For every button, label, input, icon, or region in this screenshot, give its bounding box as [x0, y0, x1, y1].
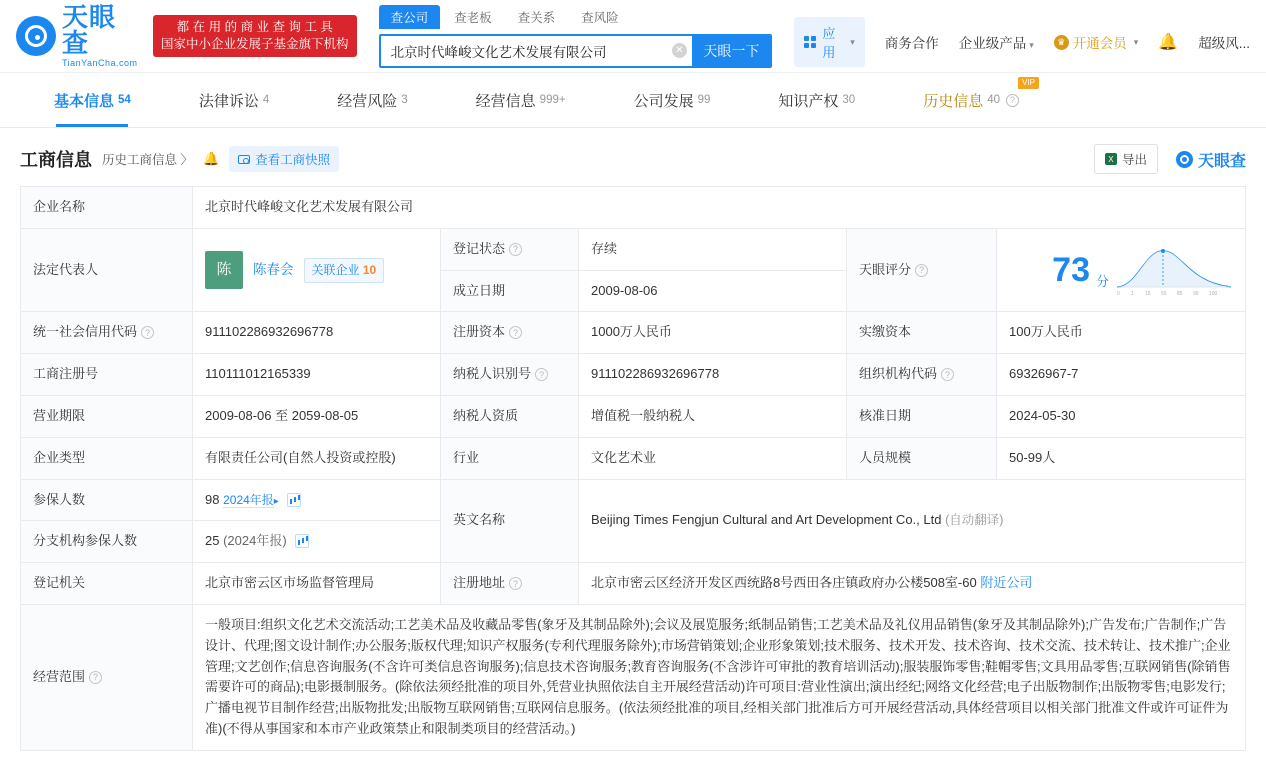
- scope-value: 一般项目:组织文化艺术交流活动;工艺美术品及收藏品零售(象牙及其制品除外);会议及展览服务;纸制品销售;工艺美术品及礼仪用品销售(象牙及其制品除外);广告发布;广告制作;广告设计、代理;图文设计制作;办公服务;版权代理;知识产权服务(专利代理服务除外);市场营销策划;企业形象策划;技术服务、技术开发、技术咨询、技术交流、技术转让、技术推广;企业管理;文艺创作;信息咨询服务(不含许可类信息咨询服务);信息技术咨询服务;教育咨询服务(不含涉许可审批的教育培训活动);服装服饰零售;鞋帽零售;文具用品零售;互联网销售(除销售需要许可的商品);电影摄制服务。(除依法须经批准的项目外,凭营业执照依法自主开展经营活动)许可项目:营业性演出;演出经纪;网络文化经营;电子出版物制作;出版物零售;电影发行;广播电视节目制作经营;出版物批发;出版物互联网销售;互联网信息服务。(依法须经批准的项目,经相关部门批准后方可开展经营活动,具体经营项目以相关部门批准文件或许可证件为准)(不得从事国家和本市产业政策禁止和限制类项目的经营活动。): [193, 604, 1246, 750]
- search-button[interactable]: 天眼一下: [692, 36, 770, 66]
- paid-capital-label: 实缴资本: [847, 312, 997, 354]
- related-companies-count: 10: [362, 262, 377, 277]
- table-row: [21, 437, 1246, 479]
- business-info-table: [20, 186, 1246, 751]
- promo-banner: [153, 15, 357, 57]
- table-row: [21, 604, 1246, 750]
- search-area: [379, 5, 773, 68]
- reg-status-value: 存续: [579, 228, 847, 270]
- table-row: [21, 354, 1246, 396]
- english-name-text: Beijing Times Fengjun Cultural and Art Development Co., Ltd: [591, 512, 942, 528]
- reg-capital-value: 1000万人民币: [579, 312, 847, 354]
- business-info-table-wrapper: [0, 186, 1266, 751]
- tab-operating-risk-count: 3: [401, 94, 408, 106]
- open-vip-button[interactable]: [1054, 32, 1139, 52]
- nav-enterprise-products[interactable]: [959, 32, 1034, 52]
- excel-icon: X: [1105, 153, 1117, 165]
- staff-size-value: 50-99人: [997, 437, 1246, 479]
- help-icon[interactable]: ?: [89, 671, 102, 684]
- nav-business-cooperation[interactable]: 商务合作: [884, 36, 939, 51]
- chart-icon[interactable]: [295, 534, 309, 548]
- rating-label-text: 天眼评分: [859, 261, 912, 277]
- tab-operating-info-count: 999+: [539, 94, 566, 106]
- apps-button[interactable]: [794, 17, 864, 67]
- rating-score: 73: [1052, 251, 1090, 290]
- grid-icon: [804, 36, 816, 48]
- tab-company-development-label: 公司发展: [633, 92, 694, 110]
- company-name-value: 北京时代峰峻文化艺术发展有限公司: [193, 187, 1246, 229]
- insured-count: 98: [205, 491, 220, 507]
- branch-insured-label: 分支机构参保人数: [21, 521, 193, 563]
- crown-icon: ♛: [1054, 35, 1069, 50]
- scope-label: [21, 604, 193, 750]
- rating-value: [997, 228, 1246, 312]
- tab-history-info[interactable]: [889, 73, 1053, 127]
- rating-curve-chart: [1115, 243, 1233, 297]
- tab-basic-info[interactable]: [20, 73, 165, 127]
- tianyancha-logo-icon: [16, 16, 56, 56]
- taxpayer-id-label-text: 纳税人识别号: [453, 366, 532, 382]
- chevron-down-icon: ▾: [1029, 40, 1034, 50]
- taxpayer-id-value: 911102286932696778: [579, 354, 847, 396]
- reg-status-label: [441, 228, 579, 270]
- table-row: [21, 479, 1246, 521]
- svg-text:1: 1: [1131, 291, 1134, 298]
- tab-basic-info-label: 基本信息: [54, 92, 115, 110]
- industry-value: 文化艺术业: [579, 437, 847, 479]
- reg-address-value: [579, 563, 1246, 605]
- insured-label: 参保人数: [21, 479, 193, 521]
- logo-title: 天眼查: [62, 2, 117, 58]
- promo-banner-line1: 都 在 用 的 商 业 查 询 工 具: [176, 20, 333, 34]
- page-title: 工商信息: [20, 150, 92, 170]
- company-name-label: 企业名称: [21, 187, 193, 229]
- watermark-label: 天眼查: [1197, 152, 1246, 170]
- search-tabs: [379, 5, 773, 29]
- chart-icon[interactable]: [287, 493, 301, 507]
- credit-code-value: 911102286932696778: [193, 312, 441, 354]
- tab-legal-cases-label: 法律诉讼: [198, 92, 259, 110]
- related-companies-label: 关联企业: [311, 262, 360, 277]
- related-companies-tag[interactable]: [304, 258, 385, 283]
- search-tab-relations[interactable]: 查关系: [517, 10, 556, 25]
- insured-value: 98 2024年报▸: [193, 479, 441, 521]
- tianyancha-logo-icon: [1176, 151, 1193, 168]
- view-snapshot-button[interactable]: [229, 146, 339, 172]
- org-code-label: [847, 354, 997, 396]
- tab-legal-cases-count: 4: [262, 94, 270, 106]
- taxpayer-type-label: 纳税人资质: [441, 395, 579, 437]
- english-name-note: (自动翻译): [945, 513, 1004, 528]
- chevron-down-icon: ▾: [1133, 36, 1139, 47]
- reg-address-text: 北京市密云区经济开发区西统路8号西田各庄镇政府办公楼508室-60: [591, 575, 977, 591]
- notification-bell-icon[interactable]: 🔔: [1158, 34, 1179, 51]
- branch-insured-count: 25: [205, 533, 220, 549]
- org-code-label-text: 组织机构代码: [859, 366, 938, 382]
- help-icon[interactable]: ?: [509, 243, 522, 256]
- org-code-value: 69326967-7: [997, 354, 1246, 396]
- scope-label-text: 经营范围: [33, 668, 86, 684]
- rating-unit: 分: [1095, 274, 1109, 290]
- tab-operating-risk-label: 经营风险: [337, 92, 398, 110]
- help-icon[interactable]: ?: [1006, 94, 1019, 107]
- search-tab-boss[interactable]: 查老板: [454, 10, 492, 25]
- search-tab-risk[interactable]: 查风险: [581, 10, 619, 25]
- help-icon[interactable]: ?: [509, 326, 522, 339]
- credit-code-label: [21, 312, 193, 354]
- clear-icon[interactable]: ✕: [666, 36, 692, 66]
- help-icon[interactable]: ?: [535, 368, 548, 381]
- export-button-label: 导出: [1121, 153, 1147, 167]
- reg-number-value: 110111012165339: [193, 354, 441, 396]
- open-vip-label: 开通会员: [1072, 36, 1127, 51]
- help-icon[interactable]: ?: [509, 577, 522, 590]
- promo-banner-line2: 国家中小企业发展子基金旗下机构: [161, 37, 349, 51]
- nearby-companies-link[interactable]: 附近公司: [980, 575, 1033, 591]
- user-account[interactable]: 超级风...: [1198, 36, 1250, 51]
- table-row: [21, 395, 1246, 437]
- company-type-label: 企业类型: [21, 437, 193, 479]
- staff-size-label: 人员规模: [847, 437, 997, 479]
- reg-address-label-text: 注册地址: [453, 575, 506, 591]
- svg-text:0: 0: [1117, 291, 1120, 298]
- watermark-logo: [1176, 148, 1246, 171]
- tab-company-development[interactable]: [600, 73, 745, 127]
- industry-label: 行业: [441, 437, 579, 479]
- business-term-value: 2009-08-06 至 2059-08-05: [193, 395, 441, 437]
- tab-operating-info[interactable]: [442, 73, 600, 127]
- found-date-label: 成立日期: [441, 270, 579, 312]
- branch-insured-value: [193, 521, 441, 563]
- history-business-info-link[interactable]: 历史工商信息 〉: [102, 153, 193, 167]
- svg-text:99: 99: [1193, 291, 1199, 298]
- reg-authority-label: 登记机关: [21, 563, 193, 605]
- english-name-label: 英文名称: [441, 479, 579, 563]
- help-icon[interactable]: ?: [915, 264, 928, 277]
- tab-basic-info-count: 54: [118, 94, 131, 106]
- reg-number-label: 工商注册号: [21, 354, 193, 396]
- reg-address-label: [441, 563, 579, 605]
- alert-bell-icon[interactable]: 🔔: [202, 151, 220, 166]
- english-name-value: [579, 479, 1246, 563]
- table-row: [21, 312, 1246, 354]
- nav-enterprise-products-label: 企业级产品: [958, 36, 1027, 51]
- tab-operating-risk[interactable]: [303, 73, 441, 127]
- site-header: [0, 0, 1266, 72]
- legal-rep-label: 法定代表人: [21, 228, 193, 312]
- tab-intellectual-property[interactable]: [744, 73, 889, 127]
- help-icon[interactable]: ?: [941, 368, 954, 381]
- business-term-label: 营业期限: [21, 395, 193, 437]
- logo[interactable]: [16, 4, 141, 68]
- avatar: 陈: [205, 251, 243, 289]
- svg-text:15: 15: [1145, 291, 1151, 298]
- legal-rep-name[interactable]: 陈春会: [253, 262, 294, 278]
- table-row: [21, 228, 1246, 270]
- search-box: [379, 34, 773, 68]
- reg-authority-value: 北京市密云区市场监督管理局: [193, 563, 441, 605]
- search-tab-company[interactable]: 查公司: [379, 5, 441, 29]
- reg-capital-label-text: 注册资本: [453, 324, 506, 340]
- tab-legal-cases[interactable]: [165, 73, 303, 127]
- tab-history-info-count: 40: [987, 94, 1001, 106]
- company-tabs: [0, 72, 1266, 128]
- tab-intellectual-property-label: 知识产权: [778, 92, 839, 110]
- tab-intellectual-property-count: 30: [842, 94, 856, 106]
- svg-text:85: 85: [1177, 291, 1183, 298]
- logo-text: [62, 4, 141, 68]
- insured-report-tag[interactable]: 2024年报: [223, 492, 274, 507]
- paid-capital-value: 100万人民币: [997, 312, 1246, 354]
- camera-icon: [238, 155, 250, 164]
- taxpayer-id-label: [441, 354, 579, 396]
- header-nav: [794, 17, 1250, 67]
- approve-date-label: 核准日期: [847, 395, 997, 437]
- chevron-down-icon: ▾: [850, 36, 855, 47]
- table-row: [21, 187, 1246, 229]
- rating-label: [847, 228, 997, 312]
- svg-text:100: 100: [1209, 291, 1218, 298]
- view-snapshot-label: 查看工商快照: [255, 153, 331, 167]
- apps-button-label: 应用: [822, 26, 836, 60]
- vip-badge: VIP: [1018, 77, 1039, 89]
- legal-rep-value: [193, 228, 441, 312]
- table-row: [21, 563, 1246, 605]
- found-date-value: 2009-08-06: [579, 270, 847, 312]
- tab-company-development-count: 99: [697, 94, 711, 106]
- search-input[interactable]: [381, 36, 667, 66]
- reg-capital-label: [441, 312, 579, 354]
- section-header: [0, 128, 1266, 186]
- reg-status-label-text: 登记状态: [453, 240, 506, 256]
- taxpayer-type-value: 增值税一般纳税人: [579, 395, 847, 437]
- svg-text:50: 50: [1161, 291, 1167, 298]
- branch-insured-report: (2024年报): [223, 533, 287, 549]
- company-type-value: 有限责任公司(自然人投资或控股): [193, 437, 441, 479]
- help-icon[interactable]: ?: [141, 326, 154, 339]
- section-header-actions: [1094, 144, 1246, 174]
- tab-history-info-label: 历史信息: [923, 92, 984, 110]
- tab-operating-info-label: 经营信息: [475, 92, 536, 110]
- logo-subtitle: TianYanCha.com: [62, 58, 138, 68]
- export-button[interactable]: [1094, 144, 1158, 174]
- approve-date-value: 2024-05-30: [997, 395, 1246, 437]
- credit-code-label-text: 统一社会信用代码: [33, 324, 138, 340]
